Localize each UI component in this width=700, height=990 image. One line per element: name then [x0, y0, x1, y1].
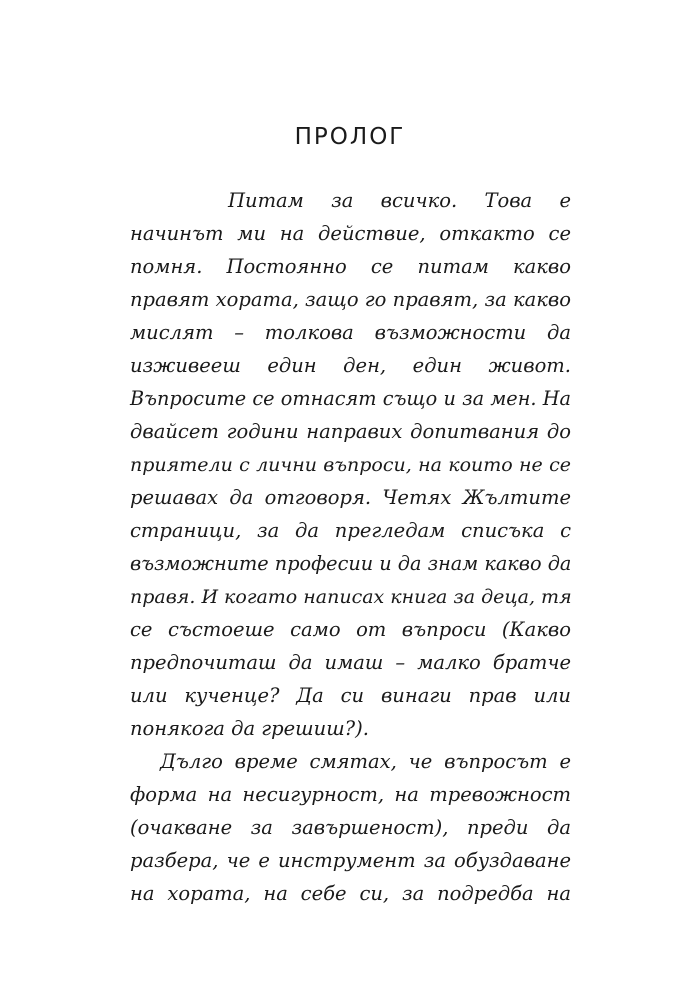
paragraph-1-line-6: изживееш един ден, един живот. [130, 354, 571, 377]
chapter-title: ПРОЛОГ [294, 124, 406, 150]
paragraph-2-line-4: разбера, че е инструмент за обуздаване [130, 849, 571, 872]
paragraph-1-line-14: се състоеше само от въпроси (Какво [130, 618, 571, 641]
paragraph-2-line-3: (очакване за завършеност), преди да [130, 816, 571, 839]
paragraph-1-line-8: двайсет години направих допитвания до [130, 420, 571, 443]
paragraph-1-line-16: или кученце? Да си винаги прав или [130, 684, 571, 707]
paragraph-1-line-12: възможните професии и да знам какво да [130, 552, 572, 575]
paragraph-2-line-5: на хората, на себе си, за подредба на [130, 882, 571, 905]
paragraph-1-line-4: правят хората, защо го правят, за какво [130, 288, 571, 311]
paragraph-1-line-15: предпочиташ да имаш – малко братче [130, 651, 571, 674]
paragraph-2-line-2: форма на несигурност, на тревожност [130, 783, 571, 806]
paragraph-1-line-2: начинът ми на действие, откакто се [130, 222, 571, 245]
paragraph-1-line-13: правя. И когато написах книга за деца, тя [130, 586, 572, 608]
paragraph-1-line-17: понякога да грешиш?). [130, 717, 369, 740]
paragraph-2-line-1: Дълго време смятах, че въпросът е [160, 750, 571, 773]
paragraph-1-line-11: страници, за да прегледам списъка с [130, 519, 571, 542]
paragraph-1-line-10: решавах да отговоря. Четях Жълтите [130, 486, 571, 509]
paragraph-1-line-1: Питам за всичко. Това е [228, 189, 571, 212]
paragraph-1-line-9: приятели с лични въпроси, на които не се [130, 454, 571, 476]
paragraph-1-line-7: Въпросите се отнасят също и за мен. На [130, 387, 571, 410]
paragraph-1-line-3: помня. Постоянно се питам какво [130, 255, 571, 278]
paragraph-1-line-5: мислят – толкова възможности да [130, 321, 571, 344]
